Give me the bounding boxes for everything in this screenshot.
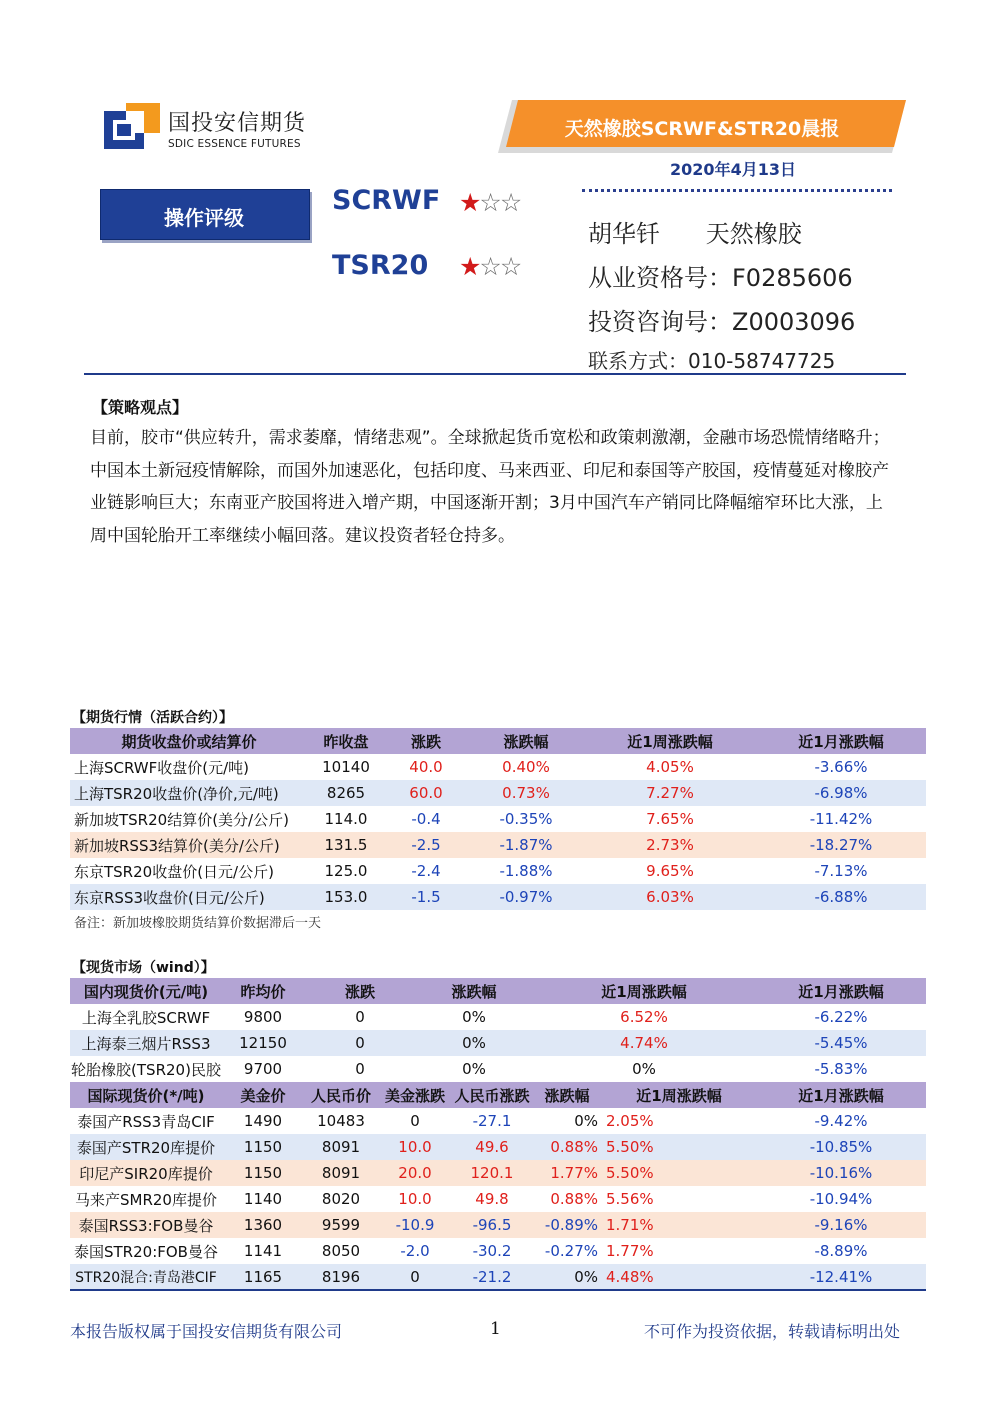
column-header: 近1月涨跌幅: [756, 978, 926, 1004]
table-cell: 131.5: [308, 832, 384, 858]
row-label: 新加坡TSR20结算价(美分/公斤): [70, 806, 308, 832]
futures-section-title: 【期货行情（活跃合约）】: [72, 710, 233, 726]
table-row: [70, 1056, 926, 1082]
futures-table: [70, 728, 926, 910]
table-cell: 10483: [304, 1108, 378, 1134]
spot-section-title: 【现货市场（wind）】: [72, 960, 215, 976]
table-cell: 1.77%: [532, 1160, 602, 1186]
table-cell: 0.40%: [468, 754, 584, 780]
table-row: [70, 832, 926, 858]
table-cell: 10.0: [378, 1134, 452, 1160]
column-header: 近1周涨跌幅: [602, 1082, 756, 1108]
analyst-consulting-id: 投资咨询号：Z0003096: [588, 308, 856, 336]
table-cell: 114.0: [308, 806, 384, 832]
table-cell: -10.9: [378, 1212, 452, 1238]
table-cell: 20.0: [378, 1160, 452, 1186]
table-cell: -10.16%: [756, 1160, 926, 1186]
table-cell: 1150: [222, 1160, 304, 1186]
column-header: 美金价: [222, 1082, 304, 1108]
table-cell: 8020: [304, 1186, 378, 1212]
table-cell: 1.71%: [602, 1212, 756, 1238]
table-cell: 4.05%: [584, 754, 756, 780]
table-cell: 49.8: [452, 1186, 532, 1212]
table-cell: -12.41%: [756, 1264, 926, 1290]
table-cell: 0.73%: [468, 780, 584, 806]
table-cell: 1490: [222, 1108, 304, 1134]
star-empty-icon: ☆☆: [479, 188, 521, 217]
table-row: [70, 806, 926, 832]
table-cell: 0%: [416, 1004, 532, 1030]
table-cell: -9.42%: [756, 1108, 926, 1134]
table-cell: 7.65%: [584, 806, 756, 832]
row-label: 上海全乳胶SCRWF: [70, 1004, 222, 1030]
row-label: 泰国RSS3:FOB曼谷: [70, 1212, 222, 1238]
table-cell: 8050: [304, 1238, 378, 1264]
table-cell: -2.0: [378, 1238, 452, 1264]
analyst-contact: 联系方式：010-58747725: [588, 349, 836, 373]
table-row: [70, 1238, 926, 1264]
analyst-qualification: 从业资格号：F0285606: [588, 264, 853, 292]
table-cell: -3.66%: [756, 754, 926, 780]
table-cell: 4.74%: [532, 1030, 756, 1056]
table-row: [70, 1160, 926, 1186]
column-header: 国际现货价(*/吨): [70, 1082, 222, 1108]
table-cell: 120.1: [452, 1160, 532, 1186]
table-cell: 0: [304, 1056, 416, 1082]
rating-product-tsr20: TSR20: [332, 250, 429, 281]
column-header: 昨收盘: [308, 728, 384, 754]
table-cell: 9700: [222, 1056, 304, 1082]
rating-stars-tsr20: [459, 252, 520, 281]
table-cell: -10.94%: [756, 1186, 926, 1212]
rating-label: 操作评级: [164, 206, 244, 230]
column-header: 人民币涨跌: [452, 1082, 532, 1108]
table-cell: 9800: [222, 1004, 304, 1030]
table-cell: 0: [304, 1030, 416, 1056]
table-cell: 49.6: [452, 1134, 532, 1160]
table-cell: 6.03%: [584, 884, 756, 910]
table-cell: -5.83%: [756, 1056, 926, 1082]
column-header: 涨跌幅: [416, 978, 532, 1004]
table-cell: 125.0: [308, 858, 384, 884]
table-cell: -0.27%: [532, 1238, 602, 1264]
table-cell: -30.2: [452, 1238, 532, 1264]
row-label: 印尼产SIR20库提价: [70, 1160, 222, 1186]
table-cell: -1.87%: [468, 832, 584, 858]
table-cell: 8091: [304, 1160, 378, 1186]
table-row: [70, 780, 926, 806]
table-cell: 9599: [304, 1212, 378, 1238]
table-cell: -6.88%: [756, 884, 926, 910]
column-header: 美金涨跌: [378, 1082, 452, 1108]
analyst-name: 胡华钎 天然橡胶: [588, 220, 802, 248]
row-label: 轮胎橡胶(TSR20)民胶: [70, 1056, 222, 1082]
column-header: 人民币价: [304, 1082, 378, 1108]
star-empty-icon: ☆☆: [479, 252, 521, 281]
table-cell: 5.50%: [602, 1134, 756, 1160]
table-cell: -11.42%: [756, 806, 926, 832]
table-row: [70, 754, 926, 780]
domestic-spot-table: [70, 978, 926, 1082]
table-cell: 1141: [222, 1238, 304, 1264]
table-row: [70, 1186, 926, 1212]
table-cell: 2.73%: [584, 832, 756, 858]
table-cell: 8196: [304, 1264, 378, 1290]
table-cell: 0.88%: [532, 1186, 602, 1212]
sdic-logo-icon: [104, 103, 160, 149]
table-cell: 8091: [304, 1134, 378, 1160]
table-cell: -6.98%: [756, 780, 926, 806]
column-header: 期货收盘价或结算价: [70, 728, 308, 754]
table-cell: 2.05%: [602, 1108, 756, 1134]
table-cell: 9.65%: [584, 858, 756, 884]
table-cell: 0%: [532, 1264, 602, 1290]
table-row: [70, 858, 926, 884]
strategy-text: 目前，胶市“供应转升，需求萎靡，情绪悲观”。全球掀起货币宽松和政策刺激潮，金融市场恐慌情绪略升；中国本土新冠疫情解除，而国外加速恶化，包括印度、马来西亚、印尼和泰国等产胶国，疫情蔓延对橡胶产业链影响巨大；东南亚产胶国将进入增产期，中国逐渐开割；3月中国汽车产销同比降幅缩窄环比大涨，上周中国轮胎开工率继续小幅回落。建议投资者轻仓持多。: [90, 428, 890, 546]
table-cell: -8.89%: [756, 1238, 926, 1264]
table-cell: 1140: [222, 1186, 304, 1212]
table-cell: -21.2: [452, 1264, 532, 1290]
star-filled-icon: ★: [459, 252, 480, 281]
row-label: 上海泰三烟片RSS3: [70, 1030, 222, 1056]
table-cell: -9.16%: [756, 1212, 926, 1238]
table-cell: -2.4: [384, 858, 468, 884]
futures-note: 备注：新加坡橡胶期货结算价数据滞后一天: [74, 916, 322, 931]
report-title: 天然橡胶SCRWF&STR20晨报: [564, 118, 840, 140]
table-cell: -27.1: [452, 1108, 532, 1134]
table-cell: 40.0: [384, 754, 468, 780]
rating-stars-scrwf: [459, 188, 520, 217]
table-row: [70, 1134, 926, 1160]
table-cell: 0%: [532, 1056, 756, 1082]
table-cell: -7.13%: [756, 858, 926, 884]
table-row: [70, 1030, 926, 1056]
table-cell: 1165: [222, 1264, 304, 1290]
international-header-row: [70, 1082, 926, 1108]
report-date: 2020年4月13日: [670, 160, 796, 179]
column-header: 涨跌: [384, 728, 468, 754]
column-header: 近1月涨跌幅: [756, 728, 926, 754]
table-cell: -0.35%: [468, 806, 584, 832]
table-row: [70, 884, 926, 910]
column-header: 涨跌: [304, 978, 416, 1004]
footer-copyright: 本报告版权属于国投安信期货有限公司: [70, 1322, 343, 1341]
table-row: [70, 1108, 926, 1134]
table-cell: 0%: [416, 1056, 532, 1082]
table-cell: 7.27%: [584, 780, 756, 806]
table-cell: 10.0: [378, 1186, 452, 1212]
brand-name-cn: 国投安信期货: [168, 111, 307, 136]
table-cell: 0: [378, 1264, 452, 1290]
table-cell: 8265: [308, 780, 384, 806]
table-cell: 0: [378, 1108, 452, 1134]
row-label: 东京TSR20收盘价(日元/公斤): [70, 858, 308, 884]
table-cell: -0.89%: [532, 1212, 602, 1238]
header-divider: [84, 373, 906, 375]
table-cell: -1.5: [384, 884, 468, 910]
table-cell: -6.22%: [756, 1004, 926, 1030]
row-label: 泰国产STR20库提价: [70, 1134, 222, 1160]
futures-header-row: [70, 728, 926, 754]
table-cell: 4.48%: [602, 1264, 756, 1290]
row-label: 上海SCRWF收盘价(元/吨): [70, 754, 308, 780]
table-cell: -2.5: [384, 832, 468, 858]
table-cell: -0.4: [384, 806, 468, 832]
footer-disclaimer: 不可作为投资依据，转载请标明出处: [644, 1322, 901, 1341]
row-label: 新加坡RSS3结算价(美分/公斤): [70, 832, 308, 858]
table-cell: 0: [304, 1004, 416, 1030]
rating-product-scrwf: SCRWF: [332, 185, 441, 216]
table-row: [70, 1004, 926, 1030]
strategy-title: 【策略观点】: [92, 398, 189, 417]
international-spot-table: [70, 1082, 926, 1290]
dotted-divider: [582, 189, 892, 192]
row-label: 上海TSR20收盘价(净价,元/吨): [70, 780, 308, 806]
row-label: 马来产SMR20库提价: [70, 1186, 222, 1212]
row-label: 泰国STR20:FOB曼谷: [70, 1238, 222, 1264]
table-cell: 153.0: [308, 884, 384, 910]
row-label: STR20混合:青岛港CIF: [70, 1264, 222, 1290]
table-cell: 60.0: [384, 780, 468, 806]
table-cell: 6.52%: [532, 1004, 756, 1030]
table-cell: 0.88%: [532, 1134, 602, 1160]
table-cell: 0%: [416, 1030, 532, 1056]
column-header: 涨跌幅: [468, 728, 584, 754]
table-cell: 1150: [222, 1134, 304, 1160]
table-cell: -10.85%: [756, 1134, 926, 1160]
column-header: 国内现货价(元/吨): [70, 978, 222, 1004]
table-cell: -0.97%: [468, 884, 584, 910]
table-cell: 5.56%: [602, 1186, 756, 1212]
table-cell: -96.5: [452, 1212, 532, 1238]
column-header: 近1月涨跌幅: [756, 1082, 926, 1108]
column-header: 涨跌幅: [532, 1082, 602, 1108]
domestic-header-row: [70, 978, 926, 1004]
brand-name-en: SDIC ESSENCE FUTURES: [168, 138, 301, 150]
table-cell: 5.50%: [602, 1160, 756, 1186]
table-cell: 1360: [222, 1212, 304, 1238]
row-label: 东京RSS3收盘价(日元/公斤): [70, 884, 308, 910]
column-header: 近1周涨跌幅: [532, 978, 756, 1004]
table-cell: -5.45%: [756, 1030, 926, 1056]
table-cell: -18.27%: [756, 832, 926, 858]
column-header: 近1周涨跌幅: [584, 728, 756, 754]
row-label: 泰国产RSS3青岛CIF: [70, 1108, 222, 1134]
table-cell: 12150: [222, 1030, 304, 1056]
table-row: [70, 1264, 926, 1290]
table-row: [70, 1212, 926, 1238]
star-filled-icon: ★: [459, 188, 480, 217]
table-cell: 10140: [308, 754, 384, 780]
table-cell: -1.88%: [468, 858, 584, 884]
footer-divider: [70, 1289, 926, 1291]
column-header: 昨均价: [222, 978, 304, 1004]
table-cell: 0%: [532, 1108, 602, 1134]
table-cell: 1.77%: [602, 1238, 756, 1264]
page-number: 1: [490, 1319, 501, 1339]
